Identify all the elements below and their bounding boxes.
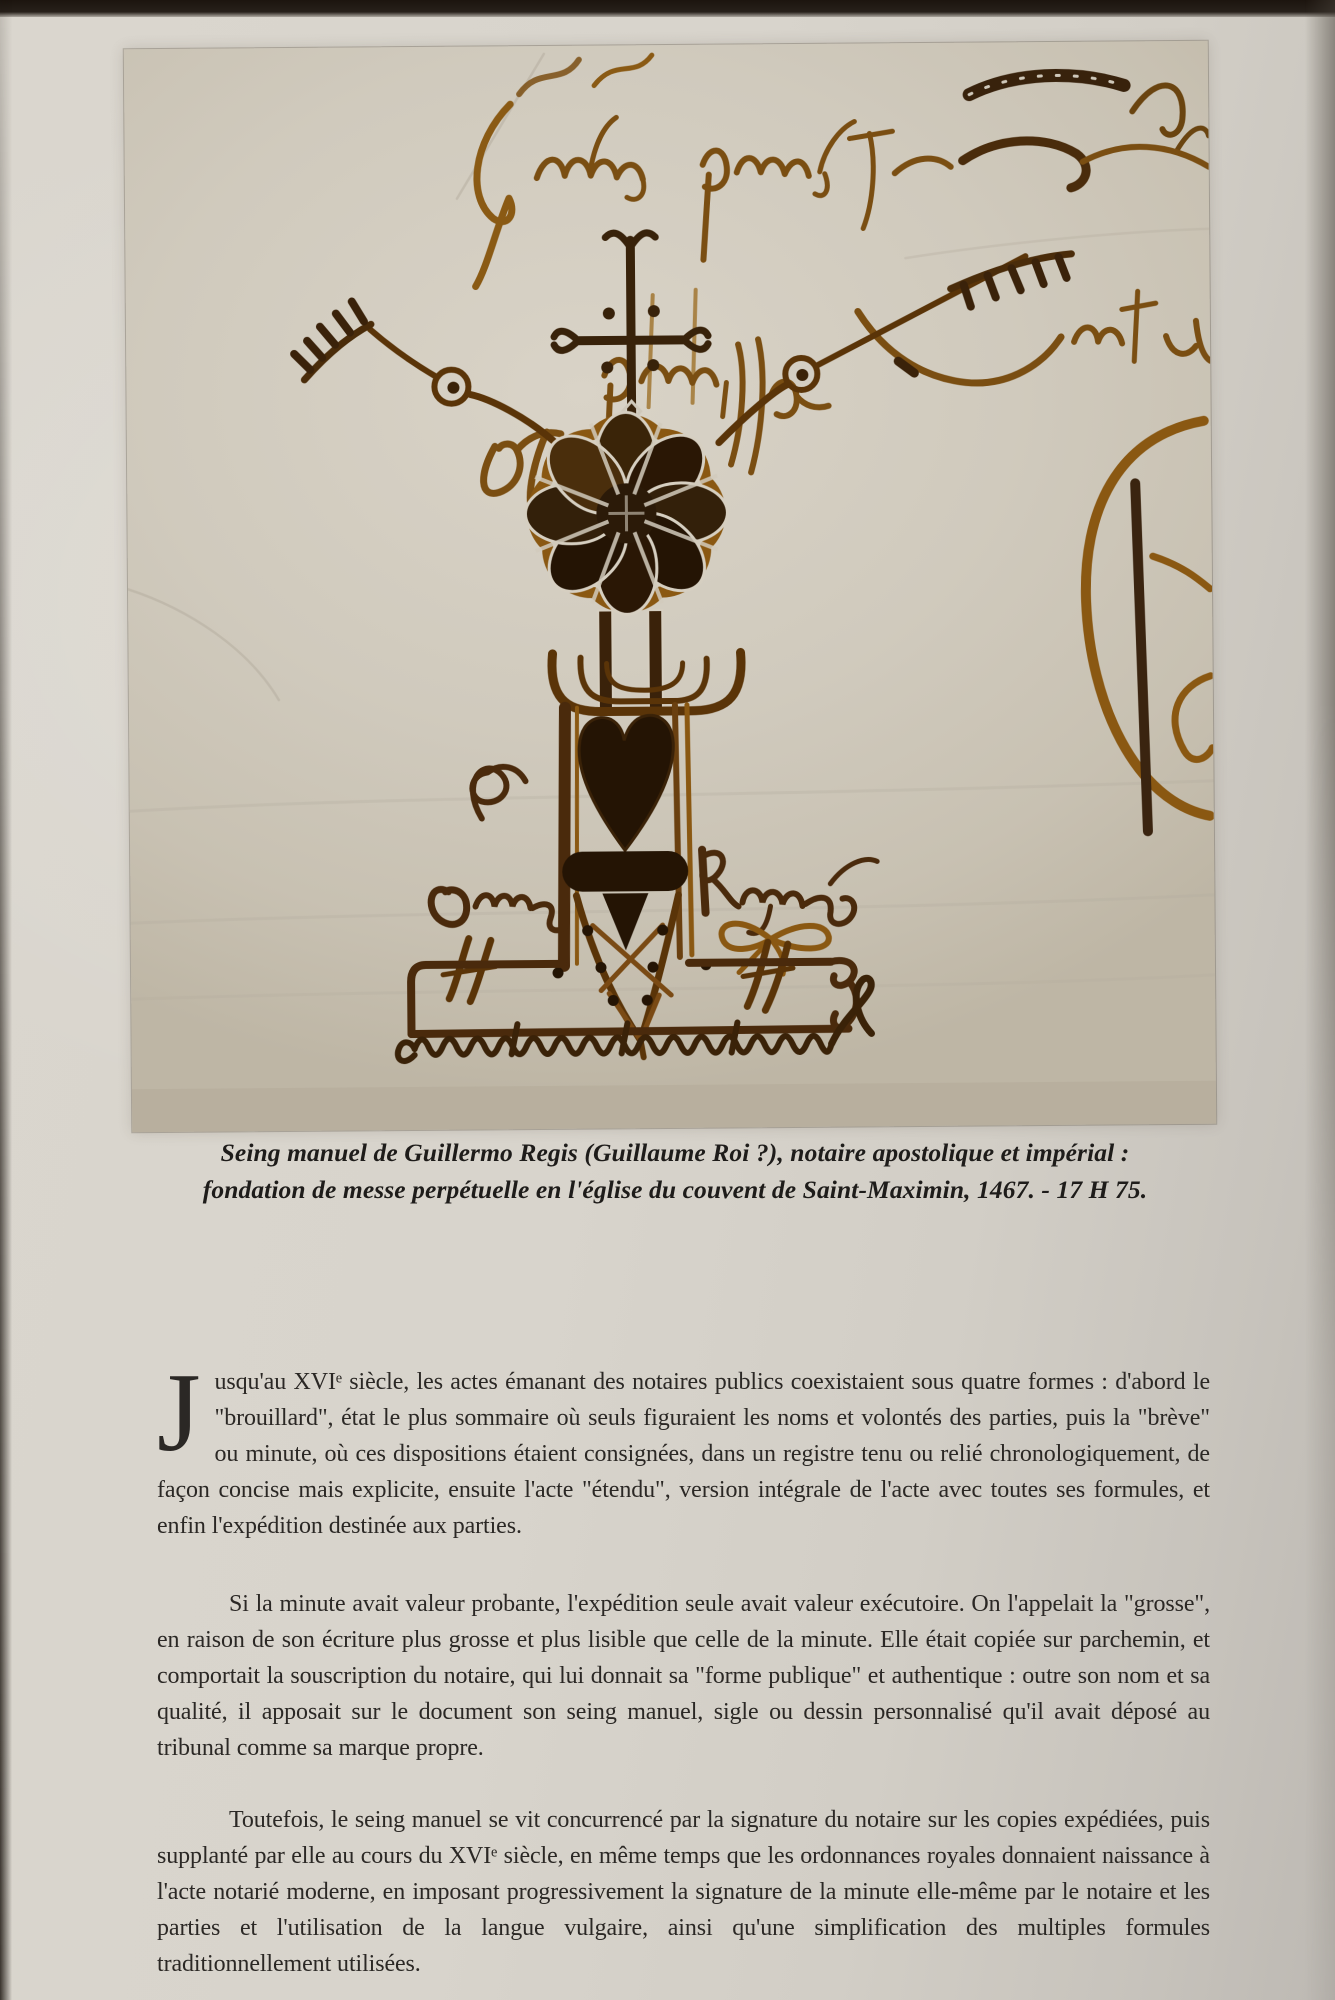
photo-bottom-shade xyxy=(132,1081,1216,1133)
cross-ornament xyxy=(553,232,708,424)
rosette xyxy=(525,412,729,616)
paragraph-2: Si la minute avait valeur probante, l'expédition seule avait valeur exécutoire. On l'appelait la "grosse", en raison de son écriture plus grosse et plus lisible que celle de la minute. Elle était copiée sur parchemin, et comportait la souscription du notaire, qui lui donnait sa "forme publique" et authentique : outre son nom et sa qualité, il apposait sur le document son seing manuel, sigle ou dessin personnalisé qu'il avait déposé au tribunal comme sa marque propre. xyxy=(157,1591,1210,1761)
page-right-shade xyxy=(1305,0,1335,2000)
manuscript-photo xyxy=(124,41,1216,1132)
right-branch xyxy=(717,254,1072,443)
drop-cap: J xyxy=(157,1351,201,1475)
left-calligraphy xyxy=(430,766,566,931)
photo-frame-top-edge xyxy=(0,0,1335,17)
marginal-initial xyxy=(1085,421,1213,832)
left-branch xyxy=(294,300,559,448)
paragraph-1 xyxy=(157,1351,1210,1544)
photo-caption xyxy=(128,1134,1222,1208)
right-calligraphy xyxy=(702,848,878,933)
collar xyxy=(552,609,742,711)
article-text xyxy=(157,1351,1210,1982)
page-left-shadow xyxy=(0,0,12,2000)
seing-manuel-drawing xyxy=(124,41,1216,1132)
paragraph-3: Toutefois, le seing manuel se vit concurrencé par la signature du notaire sur les copies expédiées, puis supplanté par elle au cours du XVIᵉ siècle, en même temps que les ordonnances royales donnaient naissance à l'acte notarié moderne, en imposant progressivement la signature de la minute elle-même par le notaire et les parties et l'utilisation de la langue vulgaire, ainsi qu'une simplification des multiples formules traditionnellement utilisées. xyxy=(157,1807,1210,1977)
ribbon-bow xyxy=(721,923,829,1011)
paragraph-1-text: usqu'au XVIᵉ siècle, les actes émanant des notaires publics coexistaient sous quatre formes : d'abord le "brouillard", état le plus sommaire où seuls figuraient les noms et volontés des parties, puis la "brève" ou minute, où ces dispositions étaient consignées, dans un registre tenu ou relié chronologiquement, de façon concise mais explicite, ensuite l'acte "étendu", version intégrale de l'acte avec toutes ses formules, et enfin l'expédition destinée aux parties. xyxy=(157,1369,1210,1539)
caption-line-1: Seing manuel de Guillermo Regis (Guillaume Roi ?), notaire apostolique et impérial : xyxy=(220,1138,1130,1167)
caption-line-2: fondation de messe perpétuelle en l'église du couvent de Saint-Maximin, 1467. - 17 H 75. xyxy=(202,1175,1148,1204)
